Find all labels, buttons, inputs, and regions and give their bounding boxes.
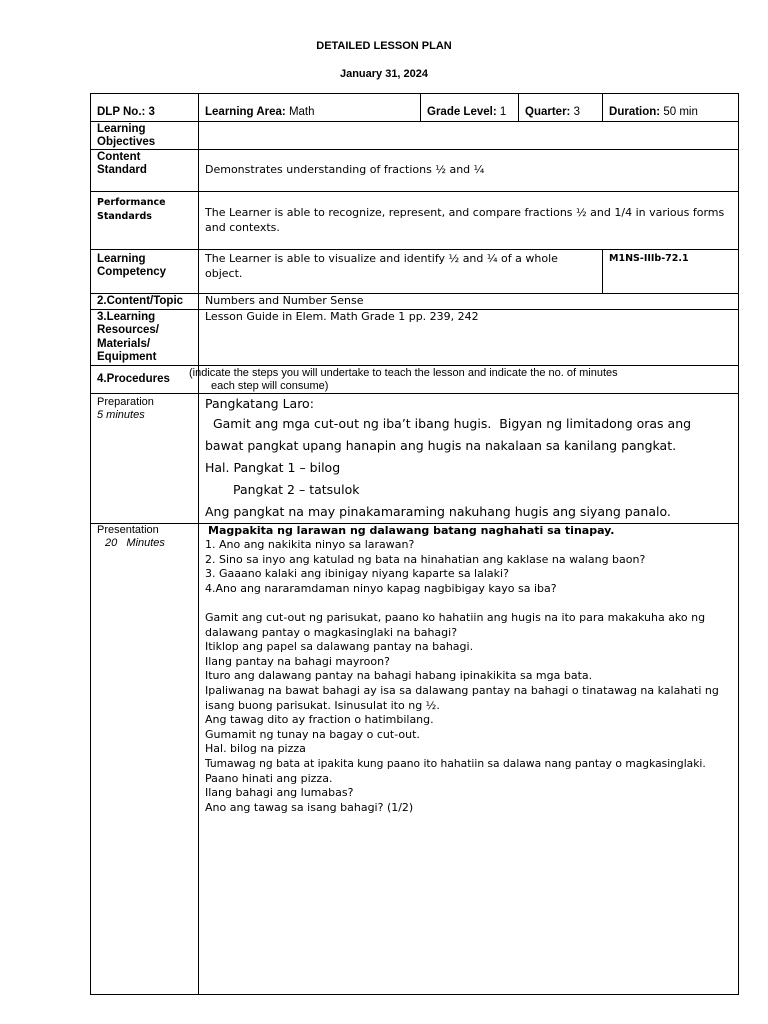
- quarter: [519, 94, 603, 122]
- preparation-line-3: Hal. Pangkat 1 – bilog: [205, 459, 341, 475]
- preparation-row: [91, 393, 739, 523]
- question-1: 1. Ano ang nakikita ninyo sa larawan?: [205, 538, 415, 552]
- performance-standard-label: Performance Standards: [91, 192, 199, 250]
- topic-row: [91, 294, 739, 310]
- document-date: January 31, 2024: [339, 68, 429, 80]
- presentation-line-9: Tumawag ng bata at ipakita kung paano ito hahatiin sa dalawa nang pantay o magkasinglaki.: [205, 757, 706, 770]
- presentation-heading: Magpakita ng larawan ng dalawang batang naghahati sa tinapay.: [208, 523, 615, 537]
- preparation-line-4: Pangkat 2 – tatsulok: [233, 481, 360, 497]
- resources-label: 3.Learning Resources/ Materials/ Equipment: [91, 309, 199, 365]
- resources-row: [91, 309, 739, 365]
- presentation-line-11: Ilang bahagi ang lumabas?: [205, 786, 354, 800]
- question-2: 2. Sino sa inyo ang katulad ng bata na hinahatian ang kaklase na walang baon?: [205, 552, 646, 566]
- competency-text: The Learner is able to visualize and identify ½ and ¼ of a whole object.: [199, 250, 603, 294]
- learning-area: [199, 94, 421, 122]
- content-standard-label: Content Standard: [91, 150, 199, 192]
- competency-row: [91, 250, 739, 294]
- presentation-line-3: Ilang pantay na bahagi mayroon?: [205, 654, 390, 668]
- grade-level-value: 1: [499, 106, 507, 118]
- document-title: DETAILED LESSON PLAN: [316, 40, 452, 52]
- question-3: 3. Gaaano kalaki ang ibinigay niyang kaparte sa lalaki?: [205, 567, 509, 581]
- topic-label: 2.Content/Topic: [91, 294, 199, 310]
- performance-standard-row: [91, 192, 739, 250]
- presentation-line-6: Ang tawag dito ay fraction o hatimbilang.: [205, 713, 434, 727]
- dlp-number: DLP No.: 3: [91, 94, 199, 122]
- duration: [603, 94, 739, 122]
- objectives-row: [91, 122, 739, 150]
- preparation-label-cell: [91, 393, 199, 523]
- objectives-content: [199, 122, 739, 150]
- resources-text: Lesson Guide in Elem. Math Grade 1 pp. 239, 242: [199, 309, 739, 365]
- header-row: [91, 94, 739, 122]
- learning-area-label: Learning Area:: [205, 106, 286, 118]
- competency-code: M1NS-IIIb-72.1: [603, 250, 739, 294]
- procedures-note-line-2: each step will consume): [211, 379, 329, 392]
- quarter-label: Quarter:: [525, 106, 571, 118]
- preparation-label: Preparation: [97, 395, 154, 408]
- presentation-line-10: Paano hinati ang pizza.: [205, 771, 333, 785]
- competency-label: Learning Competency: [91, 250, 199, 294]
- presentation-label: Presentation: [97, 523, 159, 536]
- procedures-note: [189, 365, 739, 393]
- quarter-value: 3: [573, 106, 580, 118]
- presentation-line-8: Hal. bilog na pizza: [205, 742, 306, 756]
- preparation-line-1: Pangkatang Laro:: [205, 395, 314, 411]
- presentation-row: [91, 523, 739, 994]
- duration-label: Duration:: [609, 106, 661, 118]
- presentation-time: 20 Minutes: [105, 536, 165, 549]
- duration-value: 50 min: [663, 106, 698, 118]
- preparation-content: [199, 393, 739, 523]
- question-4: 4.Ano ang nararamdaman ninyo kapag nagbibigay kayo sa iba?: [205, 581, 557, 595]
- presentation-line-1: Gamit ang cut-out ng parisukat, paano ko hahatiin ang hugis na ito para makakuha ako ng dalawang pantay o magkasinglaki na bahagi?: [205, 611, 706, 639]
- lesson-plan-table: [90, 93, 739, 995]
- content-standard-row: [91, 150, 739, 192]
- presentation-label-cell: [91, 523, 199, 994]
- performance-standard-text: The Learner is able to recognize, represent, and compare fractions ½ and 1/4 in various forms and contexts.: [199, 192, 739, 250]
- procedures-label: 4.Procedures: [91, 365, 199, 393]
- presentation-line-2: Itiklop ang papel sa dalawang pantay na bahagi.: [205, 640, 474, 654]
- presentation-content: [199, 523, 739, 994]
- grade-level-label: Grade Level:: [427, 106, 497, 118]
- grade-level: [421, 94, 519, 122]
- procedures-row: [91, 365, 739, 393]
- presentation-line-7: Gumamit ng tunay na bagay o cut-out.: [205, 727, 420, 741]
- topic-text: Numbers and Number Sense: [199, 294, 739, 310]
- objectives-label: Learning Objectives: [91, 122, 199, 150]
- presentation-line-5: Ipaliwanag na bawat bahagi ay isa sa dalawang pantay na bahagi o tinatawag na kalahati ng isang buong parisukat. Isinusulat ito ng ½.: [205, 684, 719, 712]
- presentation-line-12: Ano ang tawag sa isang bahagi? (1/2): [205, 800, 414, 814]
- preparation-line-5: Ang pangkat na may pinakamaraming nakuhang hugis ang siyang panalo.: [205, 503, 671, 519]
- learning-area-value: Math: [288, 106, 315, 118]
- preparation-line-2: Gamit ang mga cut-out ng iba’t ibang hugis. Bigyan ng limitadong oras ang bawat pangkat upang hanapin ang hugis na nakalaan sa kanilang pangkat.: [205, 415, 696, 453]
- content-standard-text: Demonstrates understanding of fractions ½ and ¼: [199, 150, 739, 192]
- presentation-line-4: Ituro ang dalawang pantay na bahagi habang ipinakikita sa mga bata.: [205, 669, 593, 683]
- procedures-note-line-1: (indicate the steps you will undertake to teach the lesson and indicate the no. of minutes: [189, 366, 618, 379]
- preparation-time: 5 minutes: [97, 408, 145, 421]
